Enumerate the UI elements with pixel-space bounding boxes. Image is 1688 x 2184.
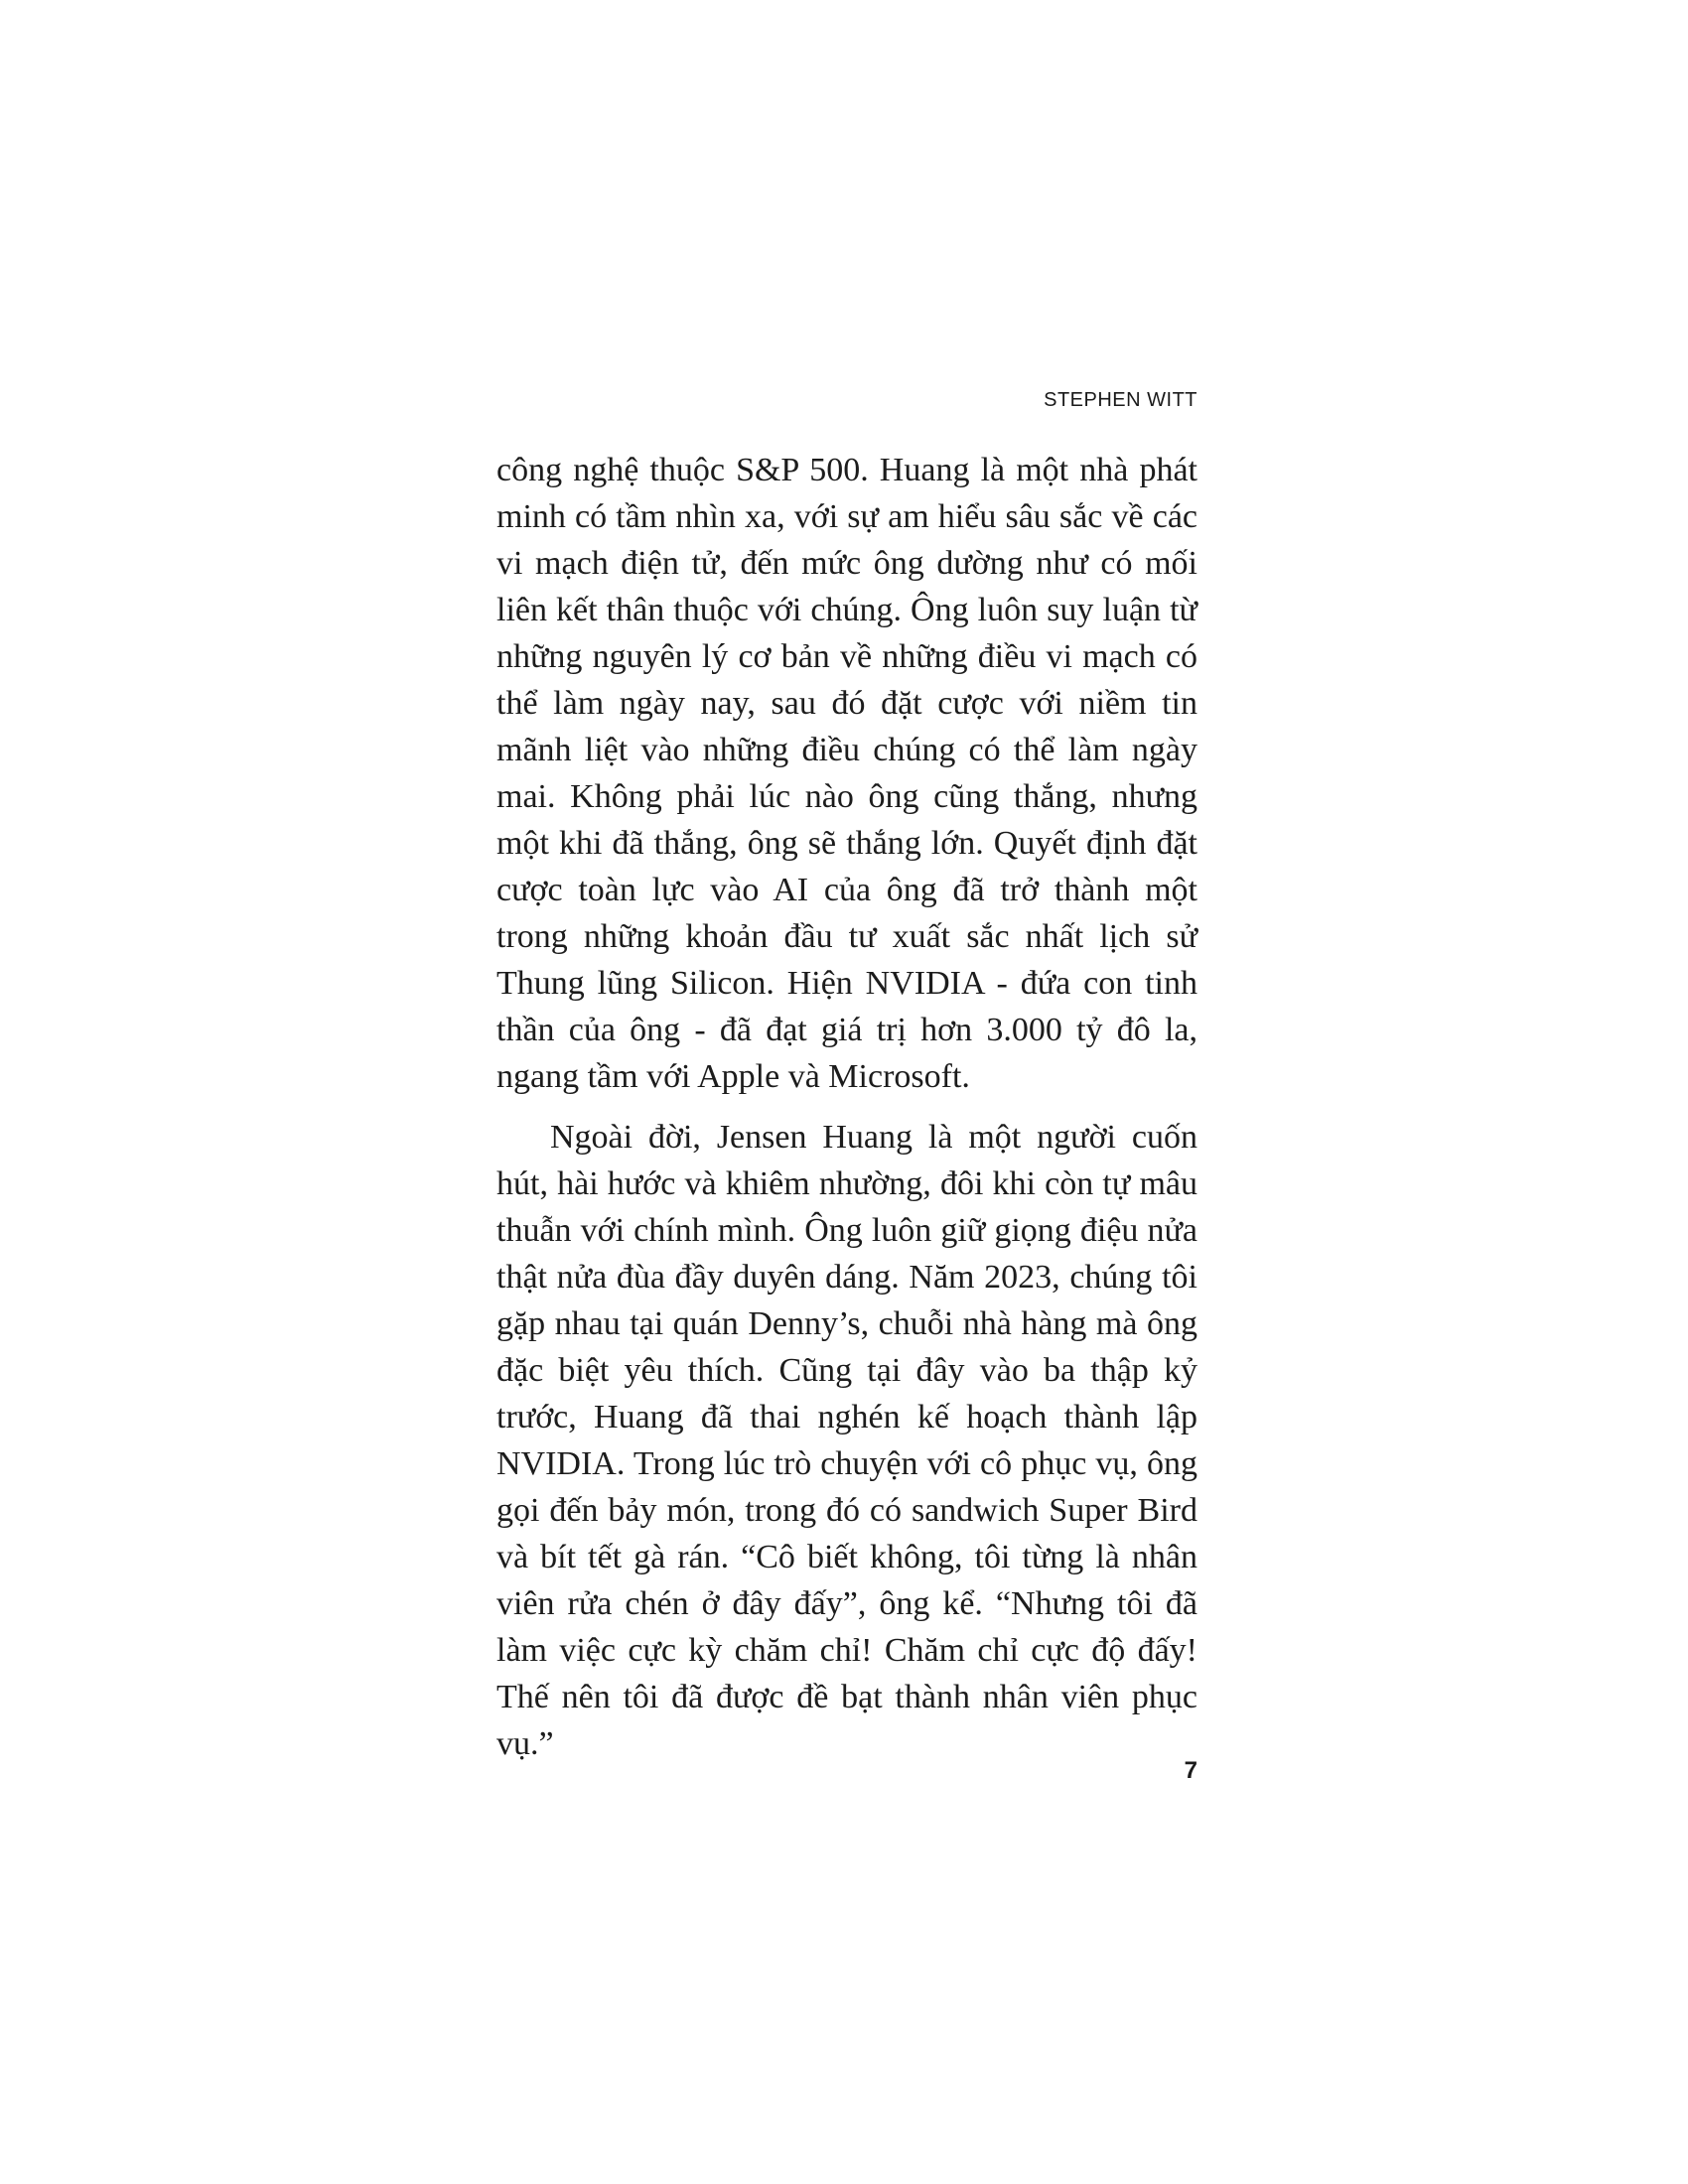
running-header-author: STEPHEN WITT [1044,389,1197,411]
body-text [496,447,1197,1767]
paragraph-1: công nghệ thuộc S&P 500. Huang là một nhà phát minh có tầm nhìn xa, với sự am hiểu sâu sắc về các vi mạch điện tử, đến mức ông dường như có mối liên kết thân thuộc với chúng. Ông luôn suy luận từ những nguyên lý cơ bản về những điều vi mạch có thể làm ngày nay, sau đó đặt cược với niềm tin mãnh liệt vào những điều chúng có thể làm ngày mai. Không phải lúc nào ông cũng thắng, nhưng một khi đã thắng, ông sẽ thắng lớn. Quyết định đặt cược toàn lực vào AI của ông đã trở thành một trong những khoản đầu tư xuất sắc nhất lịch sử Thung lũng Silicon. Hiện NVIDIA - đứa con tinh thần của ông - đã đạt giá trị hơn 3.000 tỷ đô la, ngang tầm với Apple và Microsoft. [496,452,1197,1095]
page-number: 7 [1184,1757,1197,1784]
paragraph-2: Ngoài đời, Jensen Huang là một người cuốn hút, hài hước và khiêm nhường, đôi khi còn tự mâu thuẫn với chính mình. Ông luôn giữ giọng điệu nửa thật nửa đùa đầy duyên dáng. Năm 2023, chúng tôi gặp nhau tại quán Denny’s, chuỗi nhà hàng mà ông đặc biệt yêu thích. Cũng tại đây vào ba thập kỷ trước, Huang đã thai nghén kế hoạch thành lập NVIDIA. Trong lúc trò chuyện với cô phục vụ, ông gọi đến bảy món, trong đó có sandwich Super Bird và bít tết gà rán. “Cô biết không, tôi từng là nhân viên rửa chén ở đây đấy”, ông kể. “Nhưng tôi đã làm việc cực kỳ chăm chỉ! Chăm chỉ cực độ đấy! Thế nên tôi đã được đề bạt thành nhân viên phục vụ.” [496,1119,1197,1762]
